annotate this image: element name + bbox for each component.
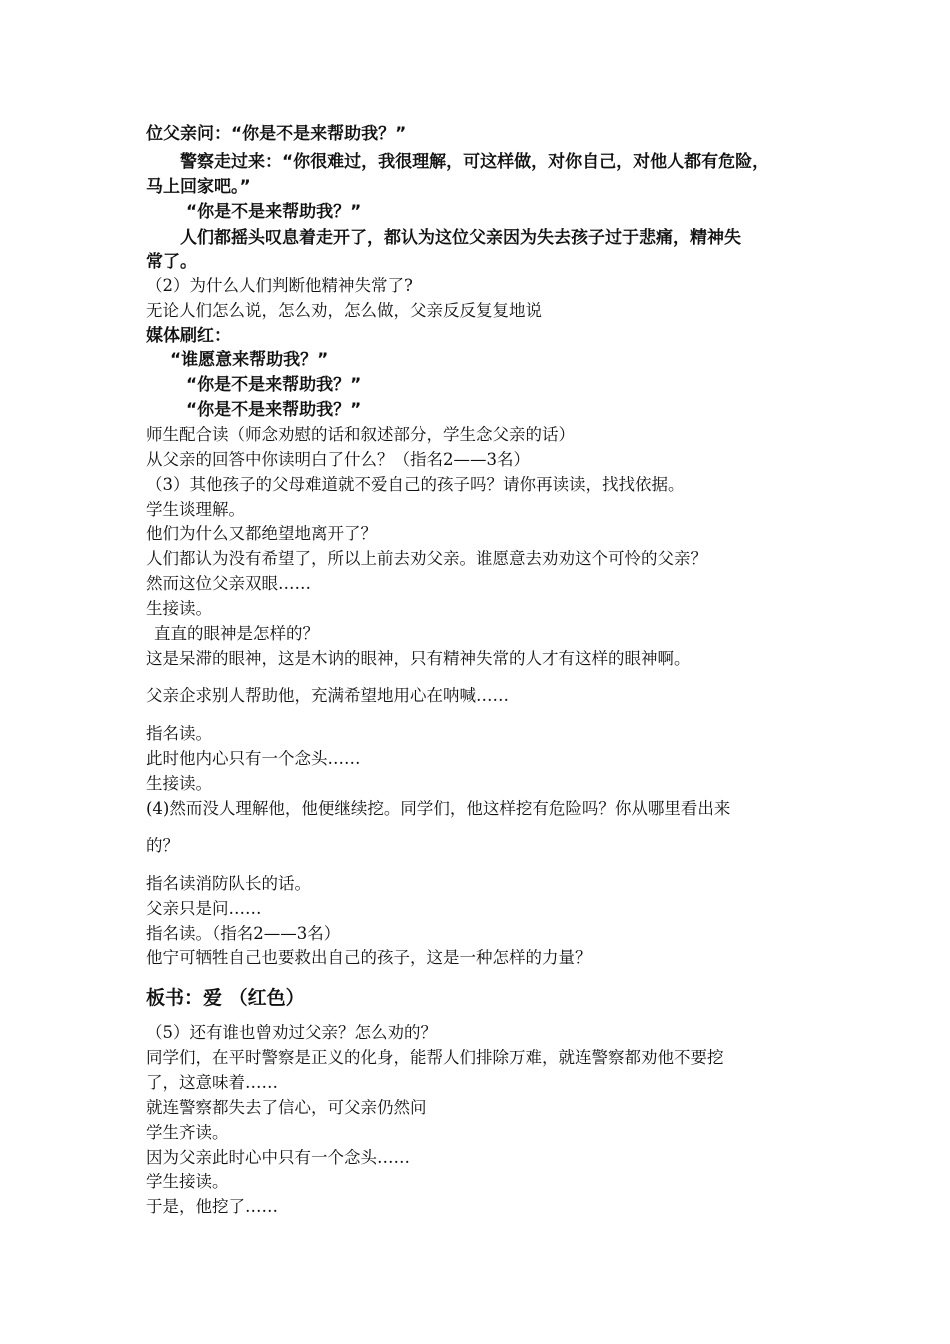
text-line: 从父亲的回答中你读明白了什么？（指名2——3名） [146,450,530,469]
text-line: 位父亲问：“你是不是来帮助我？” [146,124,407,144]
text-line: 父亲只是问…… [146,899,262,918]
text-line: 指名读。（指名2——3名） [146,924,341,943]
text-line: 学生谈理解。 [146,500,245,519]
text-line: 直直的眼神是怎样的？ [154,624,319,643]
text-line: 警察走过来：“你很难过，我很理解，可这样做，对你自己，对他人都有危险， [180,152,770,172]
text-line: 他们为什么又都绝望地离开了？ [146,524,377,543]
text-line: （5）还有谁也曾劝过父亲？怎么劝的？ [146,1023,437,1042]
text-line: “你是不是来帮助我？” [186,375,362,395]
text-line: “你是不是来帮助我？” [186,202,362,222]
text-line: 师生配合读（师念劝慰的话和叙述部分，学生念父亲的话） [146,425,575,444]
text-line: 就连警察都失去了信心，可父亲仍然问 [146,1098,427,1117]
text-line: （2）为什么人们判断他精神失常了? [146,276,413,295]
text-line: 学生齐读。 [146,1123,229,1142]
text-line: （3）其他孩子的父母难道就不爱自己的孩子吗？请你再读读，找找依据。 [146,475,685,494]
text-line: 父亲企求别人帮助他，充满希望地用心在呐喊…… [146,686,509,705]
text-line: 的？ [146,836,179,855]
blackboard-heading: 板书：爱 （红色） [146,987,305,1009]
text-line: 媒体刷红： [146,326,231,346]
text-line: 指名读消防队长的话。 [146,874,311,893]
text-line: 然而这位父亲双眼…… [146,574,311,593]
text-line: 指名读。 [146,724,212,743]
text-line: 学生接读。 [146,1172,229,1191]
text-line: (4)然而没人理解他，他便继续挖。同学们，他这样挖有危险吗？你从哪里看出来 [146,799,731,818]
text-line: 他宁可牺牲自己也要救出自己的孩子，这是一种怎样的力量？ [146,948,592,967]
text-line: “谁愿意来帮助我？” [170,350,329,370]
text-line: 此时他内心只有一个念头…… [146,749,361,768]
text-line: 同学们，在平时警察是正义的化身，能帮人们排除万难，就连警察都劝他不要挖 [146,1048,724,1067]
text-line: 于是，他挖了…… [146,1197,278,1216]
text-line: 常了。 [146,252,197,272]
text-line: 无论人们怎么说，怎么劝，怎么做，父亲反反复复地说 [146,301,542,320]
text-line: 马上回家吧。” [146,177,251,197]
text-line: “你是不是来帮助我？” [186,400,362,420]
text-line: 生接读。 [146,599,212,618]
text-line: 这是呆滞的眼神，这是木讷的眼神，只有精神失常的人才有这样的眼神啊。 [146,649,691,668]
text-line: 了，这意味着…… [146,1073,278,1092]
text-line: 人们都认为没有希望了，所以上前去劝父亲。谁愿意去劝劝这个可怜的父亲？ [146,549,707,568]
text-line: 生接读。 [146,774,212,793]
text-line: 因为父亲此时心中只有一个念头…… [146,1148,410,1167]
text-line: 人们都摇头叹息着走开了，都认为这位父亲因为失去孩子过于悲痛，精神失 [180,228,741,248]
